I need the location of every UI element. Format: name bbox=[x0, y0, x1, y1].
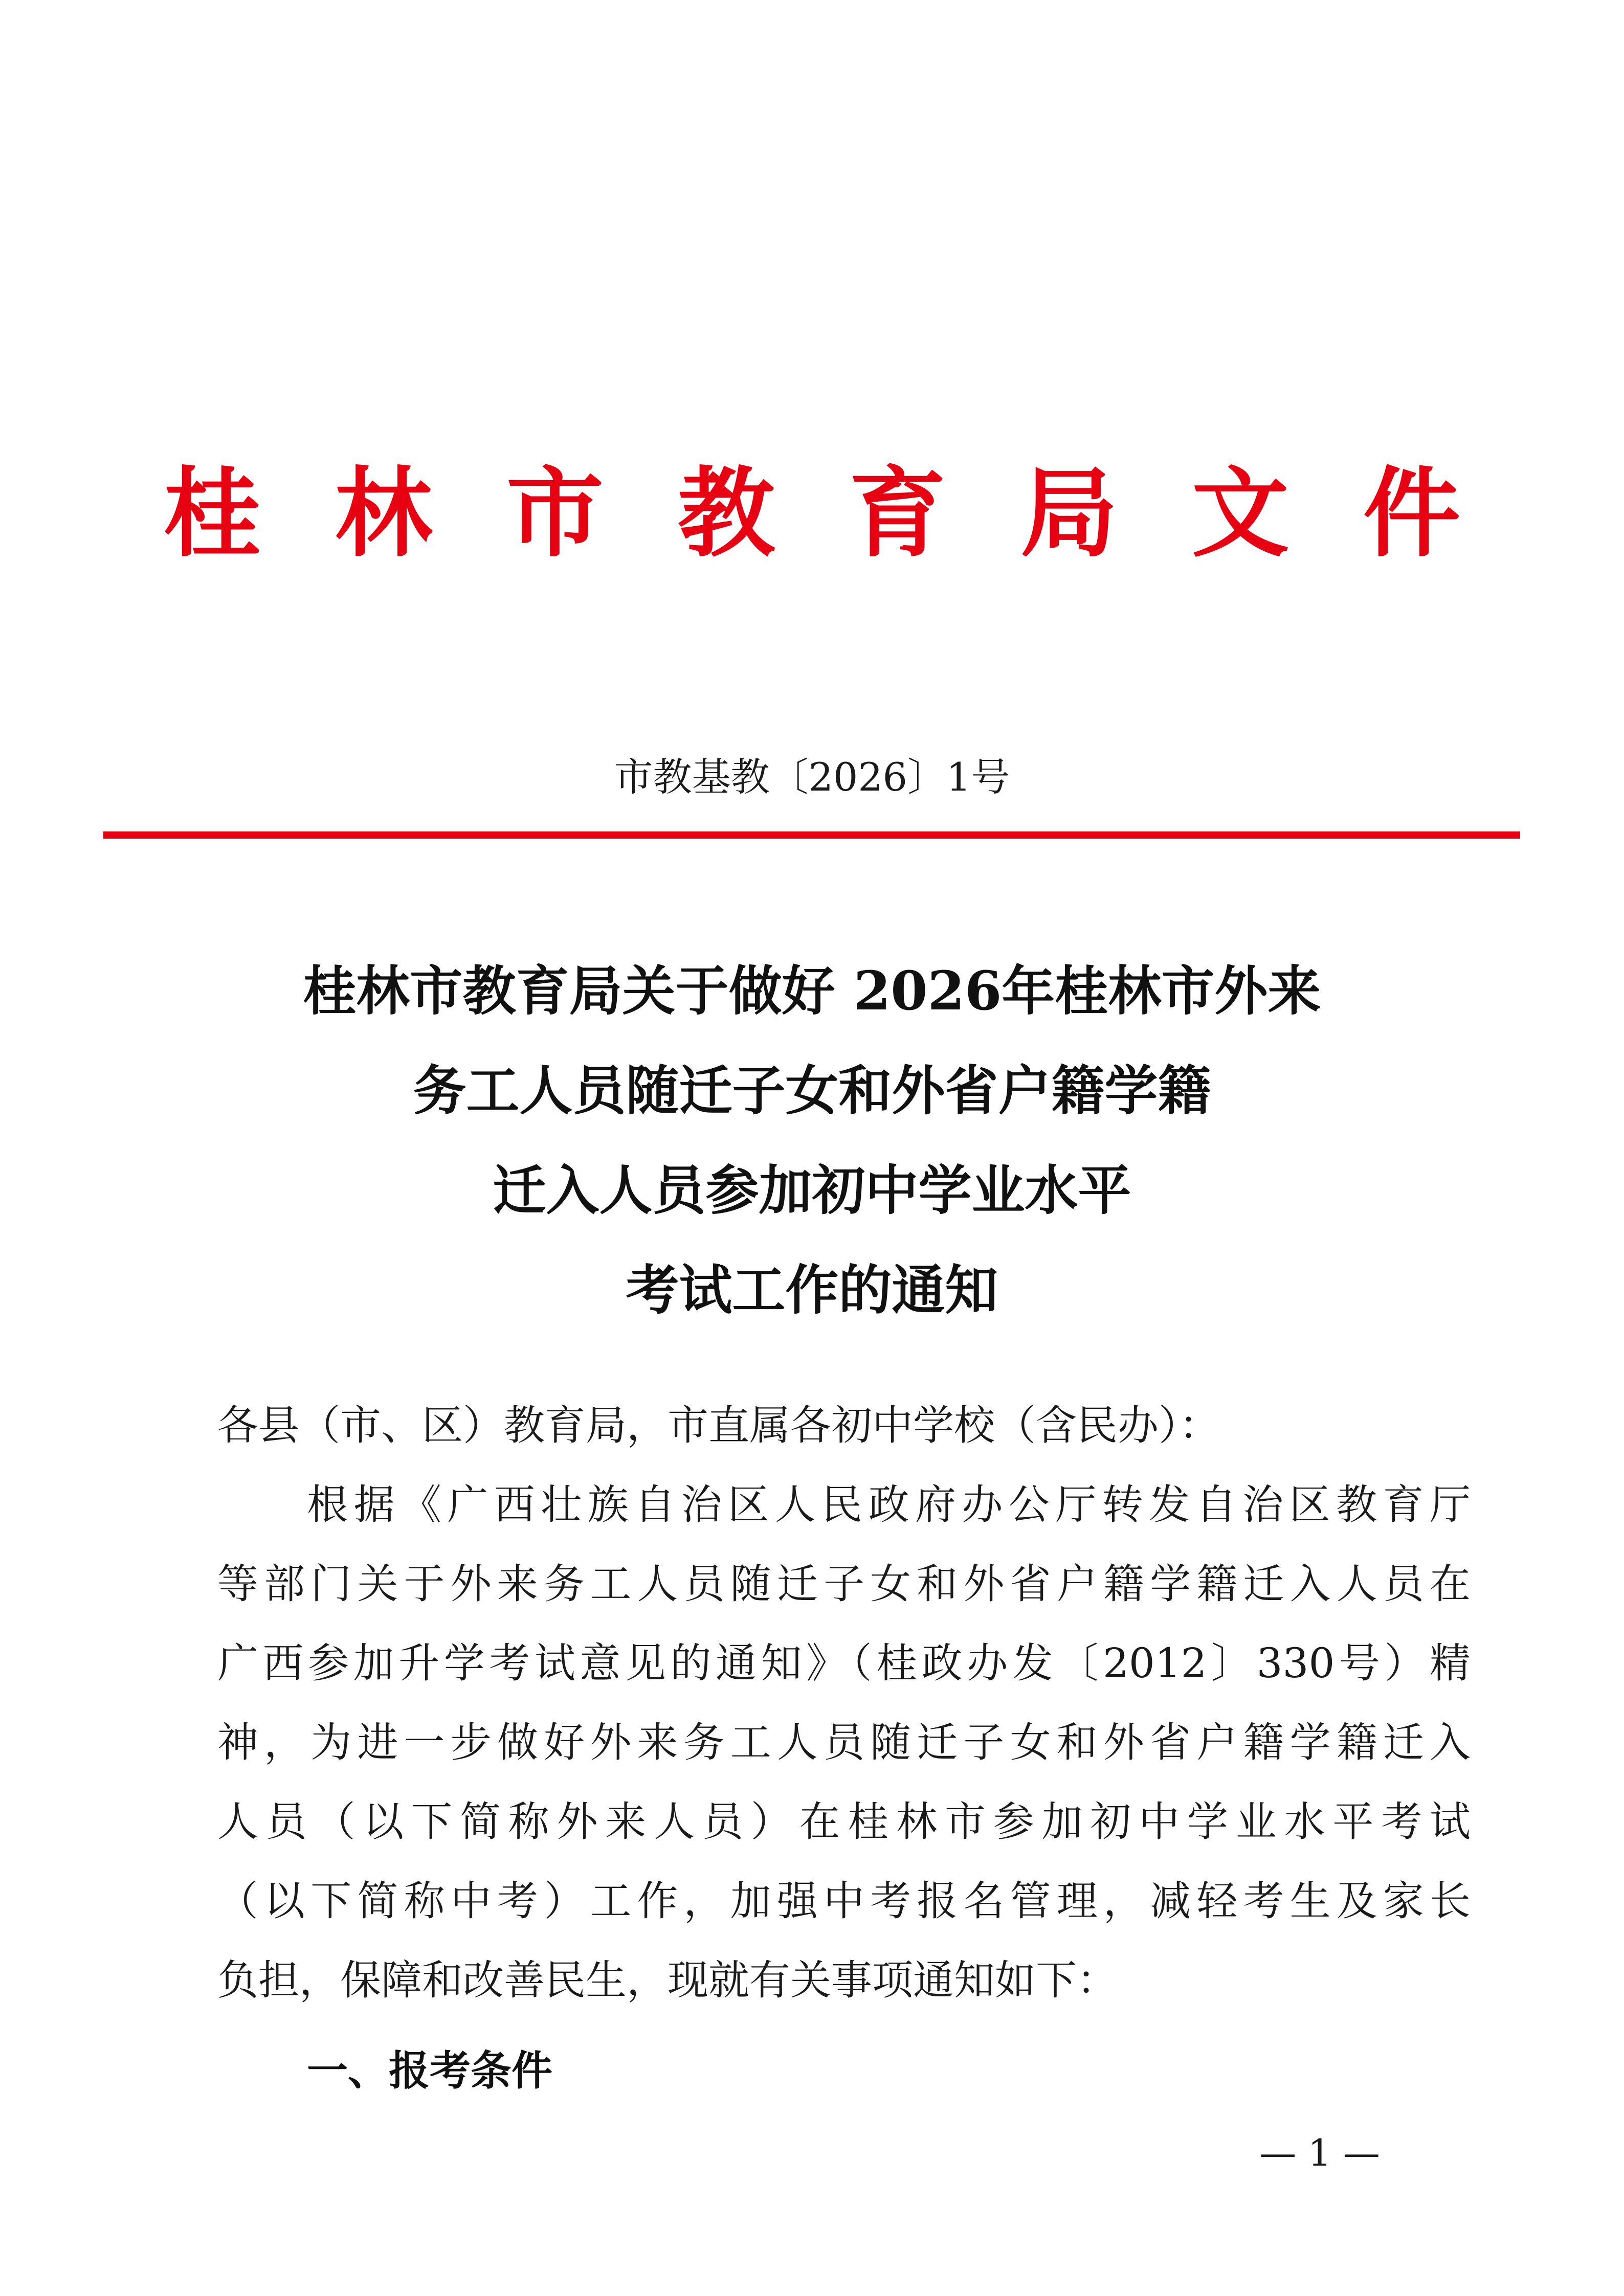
body-line: （以下简称中考）工作，加强中考报名管理，减轻考生及家长 bbox=[217, 1877, 1471, 1925]
body-line: 人员（以下简称外来人员）在桂林市参加初中学业水平考试 bbox=[217, 1798, 1471, 1845]
page-number: — 1 — bbox=[1259, 2131, 1380, 2174]
section-heading: 一、报考条件 bbox=[307, 2047, 552, 2095]
body-line: 广西参加升学考试意见的通知》（桂政办发〔2012〕330号）精 bbox=[217, 1639, 1471, 1687]
body-line: 神，为进一步做好外来务工人员随迁子女和外省户籍学籍迁入 bbox=[217, 1719, 1471, 1766]
notice-title bbox=[153, 941, 1471, 1340]
masthead-title: 桂林市教育局文件 bbox=[163, 457, 1534, 570]
title-line: 考试工作的通知 bbox=[626, 1258, 998, 1321]
body-line: 负担，保障和改善民生，现就有关事项通知如下： bbox=[217, 1956, 1118, 2004]
salutation: 各县（市、区）教育局，市直属各初中学校（含民办）： bbox=[217, 1402, 1220, 1449]
body-line: 等部门关于外来务工人员随迁子女和外省户籍学籍迁入人员在 bbox=[217, 1560, 1471, 1608]
body-paragraph bbox=[217, 1465, 1471, 2020]
red-divider-line bbox=[103, 831, 1520, 839]
title-line: 桂林市教育局关于做好 2026年桂林市外来 bbox=[303, 959, 1321, 1022]
title-line: 务工人员随迁子女和外省户籍学籍 bbox=[413, 1059, 1211, 1122]
document-number: 市教基教〔2026〕1号 bbox=[614, 754, 1010, 800]
body-line: 根据《广西壮族自治区人民政府办公厅转发自治区教育厅 bbox=[307, 1481, 1471, 1528]
title-line: 迁入人员参加初中学业水平 bbox=[493, 1159, 1131, 1222]
